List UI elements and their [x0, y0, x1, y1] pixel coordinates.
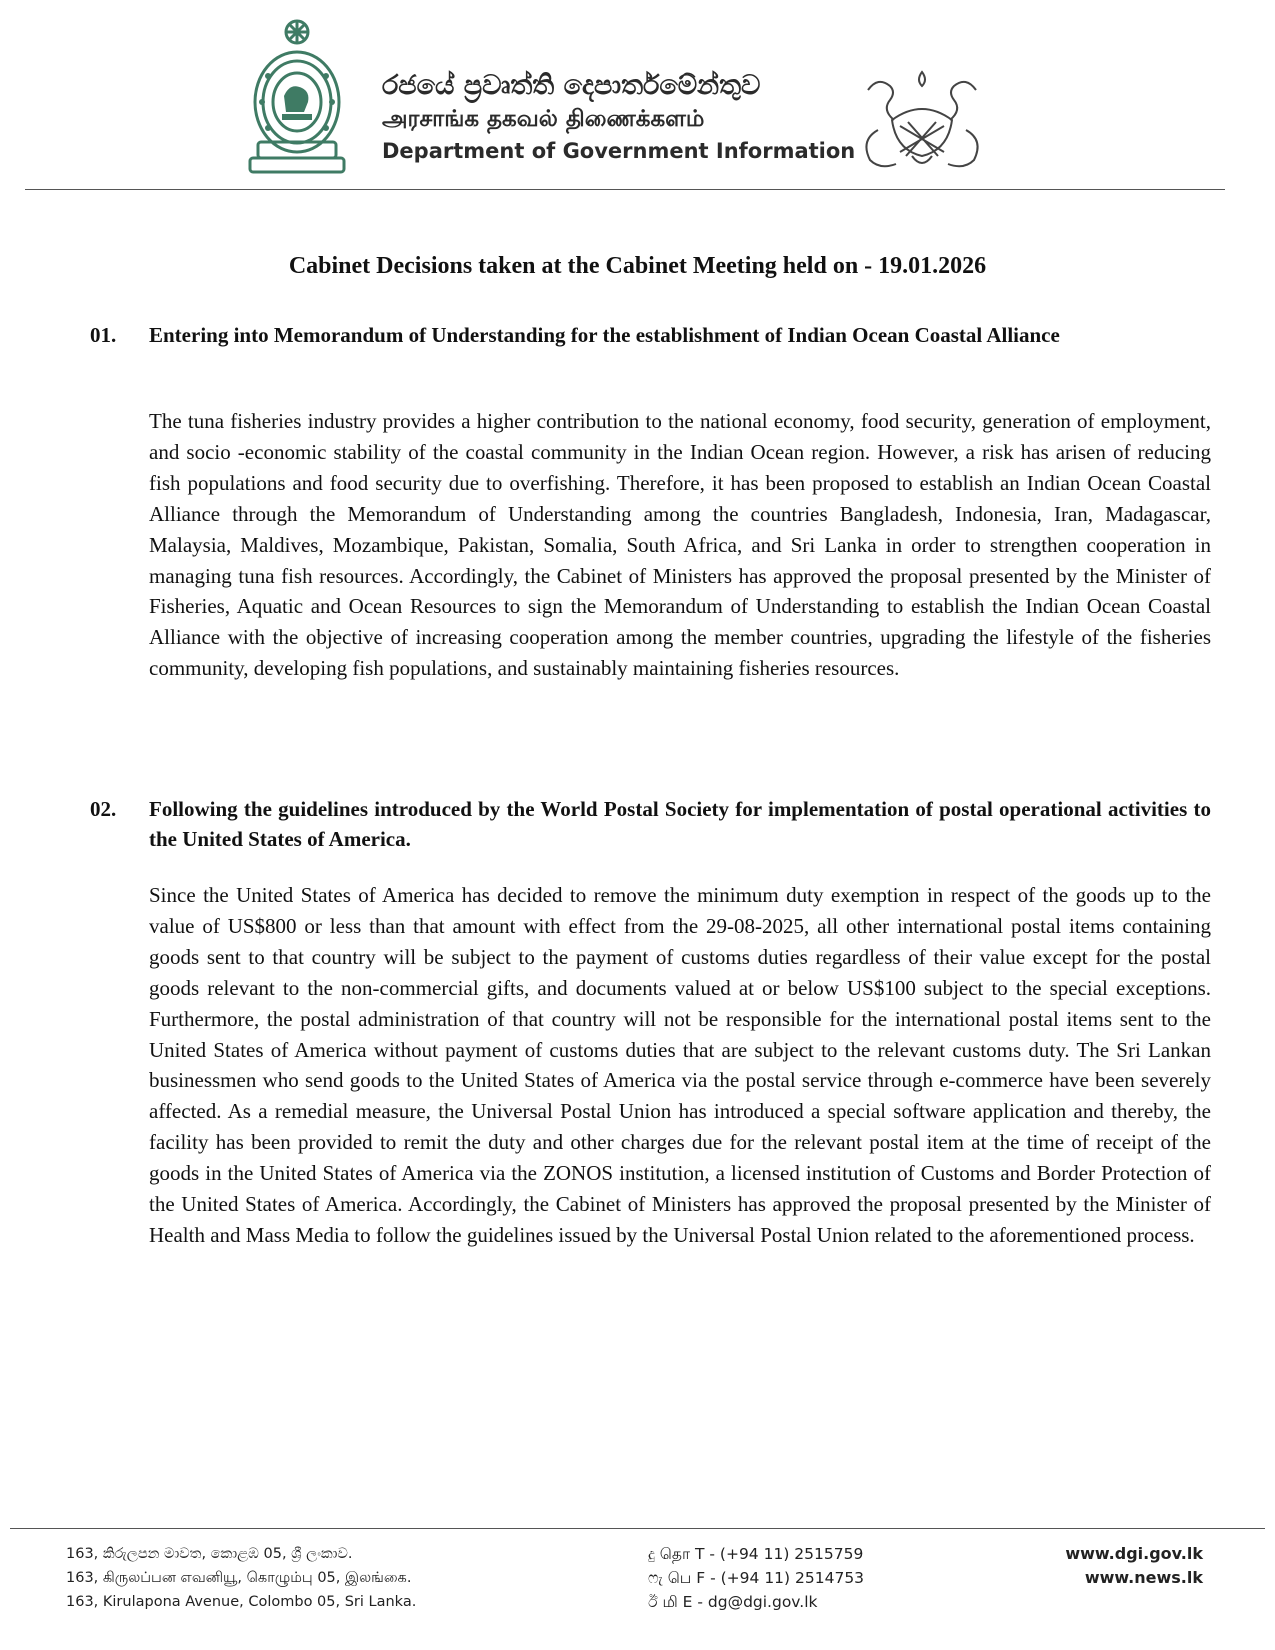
address-tamil: 163, கிருலப்பன எவனியூ, கொழும்பு 05, இலங்கை. [66, 1570, 412, 1586]
department-name-tamil: அரசாங்க தகவல் திணைக்களம் [382, 106, 705, 132]
item-heading: Entering into Memorandum of Understanding for the establishment of Indian Ocean Coastal Alliance [149, 323, 1060, 347]
state-emblem-icon [244, 16, 350, 176]
swan-ornament-icon [848, 70, 996, 176]
department-name-sinhala: රජයේ ප්‍රවෘත්ති දෙපාර්තමේන්තුව [382, 70, 761, 101]
address-sinhala: 163, කිරුලපන මාවත, කොළඹ 05, ශ්‍රී ලංකාව. [66, 1546, 353, 1562]
fax-number: ෆැ பெ F - (+94 11) 2514753 [648, 1569, 865, 1587]
footer [0, 1542, 1275, 1642]
item-body: The tuna fisheries industry provides a higher contribution to the national economy, food security, generation of employment, and socio -economic stability of the coastal community in the Indian Ocean region. However, a risk has arisen of reducing fish populations and food security due to overfishing. Therefore, it has been proposed to establish an Indian Ocean Coastal Alliance through the Memorandum of Understanding among the countries Bangladesh, Indonesia, Iran, Madagascar, Malaysia, Maldives, Mozambique, Pakistan, Somalia, South Africa, and Sri Lanka in order to strengthen cooperation in managing tuna fish resources. Accordingly, the Cabinet of Ministers has approved the proposal presented by the Minister of Fisheries, Aquatic and Ocean Resources to sign the Memorandum of Understanding to establish the Indian Ocean Coastal Alliance with the objective of increasing cooperation among the member countries, upgrading the lifestyle of the fisheries community, developing fish populations, and sustainably maintaining fisheries resources. [149, 409, 1211, 681]
letterhead [0, 0, 1275, 195]
document-title: Cabinet Decisions taken at the Cabinet Meeting held on - 19.01.2026 [288, 253, 987, 279]
item-body: Since the United States of America has decided to remove the minimum duty exemption in respect of the goods up to the value of US$800 or less than that amount with effect from the 29-08-2025, all other international postal items containing goods sent to that country will be subject to the payment of customs duties regardless of their value except for the postal goods relevant to the non-commercial gifts, and documents valued at or below US$100 subject to the special exceptions. Furthermore, the postal administration of that country will not be responsible for the international postal items sent to the United States of America without payment of customs duties that are subject to the relevant customs duty. The Sri Lankan businessmen who send goods to the United States of America via the postal service through e-commerce have been severely affected. As a remedial measure, the Universal Postal Union has introduced a special software application and thereby, the facility has been provided to remit the duty and other charges due for the relevant postal item at the time of receipt of the goods in the United States of America via the ZONOS institution, a licensed institution of Customs and Border Protection of the United States of America. Accordingly, the Cabinet of Ministers has approved the proposal presented by the Minister of Health and Mass Media to follow the guidelines issued by the Universal Postal Union related to the aforementioned process. [149, 883, 1211, 1247]
item-number: 01. [90, 323, 117, 347]
footer-address [66, 1542, 416, 1614]
header-divider [25, 189, 1225, 190]
item-number: 02. [90, 797, 117, 821]
email-address[interactable]: ඊ மி E - dg@dgi.gov.lk [648, 1593, 818, 1611]
footer-divider [10, 1528, 1265, 1529]
phone-number: දු தொ T - (+94 11) 2515759 [648, 1545, 864, 1563]
item-heading: Following the guidelines introduced by the World Postal Society for implementation of postal operational activities to the United States of America. [149, 797, 1211, 851]
website-link[interactable]: www.dgi.gov.lk [1065, 1544, 1203, 1563]
footer-websites [1065, 1542, 1203, 1590]
address-english: 163, Kirulapona Avenue, Colombo 05, Sri Lanka. [66, 1594, 417, 1610]
website-link[interactable]: www.news.lk [1084, 1568, 1203, 1587]
footer-contacts [648, 1542, 864, 1614]
department-name-english: Department of Government Information [382, 139, 856, 163]
department-names [382, 70, 856, 166]
